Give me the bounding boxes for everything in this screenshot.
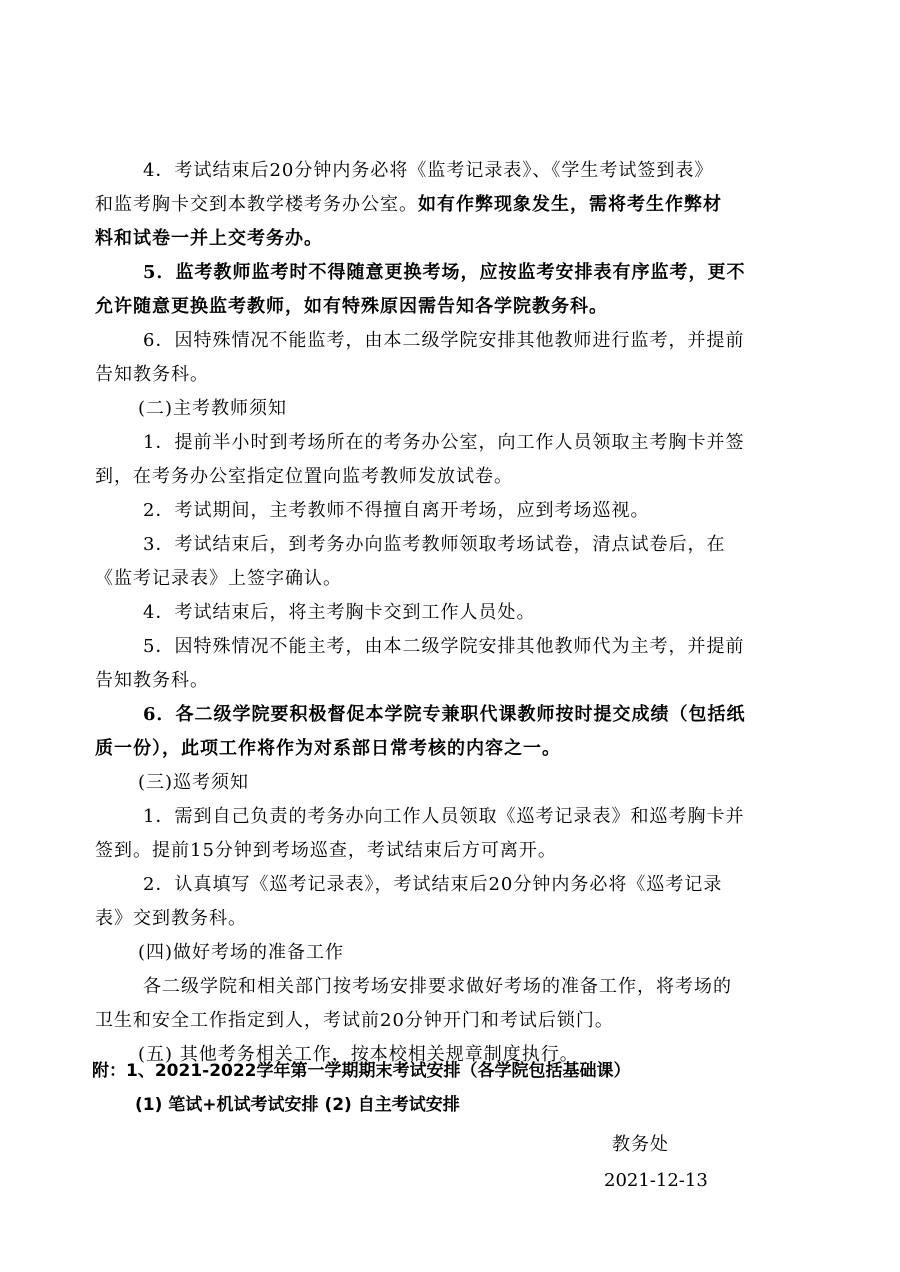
bold-notice-line: 6．各二级学院要积极督促本学院专兼职代课教师按时提交成绩（包括纸 [143, 704, 746, 725]
paragraph-line: 5．因特殊情况不能主考，由本二级学院安排其他教师代为主考，并提前 [143, 636, 745, 657]
paragraph-line: 3．考试结束后，到考务办向监考教师领取考场试卷，清点试卷后，在 [143, 534, 726, 555]
section-heading: (三)巡考须知 [138, 772, 250, 793]
paragraph-line: 6．因特殊情况不能监考，由本二级学院安排其他教师进行监考，并提前 [143, 330, 745, 351]
paragraph-line: 4．考试结束后，将主考胸卡交到工作人员处。 [143, 602, 536, 623]
signature-date: 2021-12-13 [604, 1170, 708, 1191]
paragraph-line: 到，在考务办公室指定位置向监考教师发放试卷。 [95, 466, 513, 487]
attachment-line: 附：1、2021-2022学年第一学期期末考试安排（各学院包括基础课） [92, 1061, 631, 1081]
paragraph-line: 卫生和安全工作指定到人，考试前20分钟开门和考试后锁门。 [95, 1010, 614, 1031]
bold-notice-line: 5．监考教师监考时不得随意更换考场，应按监考安排表有序监考，更不 [143, 262, 746, 283]
paragraph-line: 2．认真填写《巡考记录表》，考试结束后20分钟内务必将《巡考记录 [143, 874, 723, 895]
bold-notice-line: 质一份），此项工作将作为对系部日常考核的内容之一。 [95, 738, 561, 759]
paragraph-line [95, 190, 722, 220]
section-heading: (五) 其他考务相关工作，按本校相关规章制度执行。 [138, 1044, 579, 1065]
paragraph-line: 告知教务科。 [95, 670, 209, 691]
paragraph-line: 《监考记录表》上签字确认。 [95, 568, 342, 589]
attachment-sub-line: (1) 笔试+机试考试安排 (2) 自主考试安排 [135, 1095, 460, 1115]
paragraph-text: 和监考胸卡交到本教学楼考务办公室。 [95, 194, 418, 215]
paragraph-line: 4．考试结束后20分钟内务必将《监考记录表》、《学生考试签到表》 [143, 160, 714, 181]
paragraph-line: 告知教务科。 [95, 364, 209, 385]
paragraph-line: 签到。提前15分钟到考场巡查，考试结束后方可离开。 [95, 840, 557, 861]
bold-notice: 如有作弊现象发生，需将考生作弊材 [418, 194, 722, 215]
paragraph-line: 1．需到自己负责的考务办向工作人员领取《巡考记录表》和巡考胸卡并 [143, 806, 745, 827]
signature-office: 教务处 [612, 1134, 669, 1155]
bold-notice-line: 允许随意更换监考教师，如有特殊原因需告知各学院教务科。 [95, 296, 608, 317]
bold-notice-line: 料和试卷一并上交考务办。 [95, 228, 323, 249]
paragraph-line: 2．考试期间，主考教师不得擅自离开考场，应到考场巡视。 [143, 500, 650, 521]
section-heading: (四)做好考场的准备工作 [138, 942, 345, 963]
paragraph-line: 表》交到教务科。 [95, 908, 247, 929]
paragraph-line: 1．提前半小时到考场所在的考务办公室，向工作人员领取主考胸卡并签 [143, 432, 745, 453]
section-heading: (二)主考教师须知 [138, 398, 288, 419]
paragraph-line: 各二级学院和相关部门按考场安排要求做好考场的准备工作，将考场的 [143, 976, 732, 997]
